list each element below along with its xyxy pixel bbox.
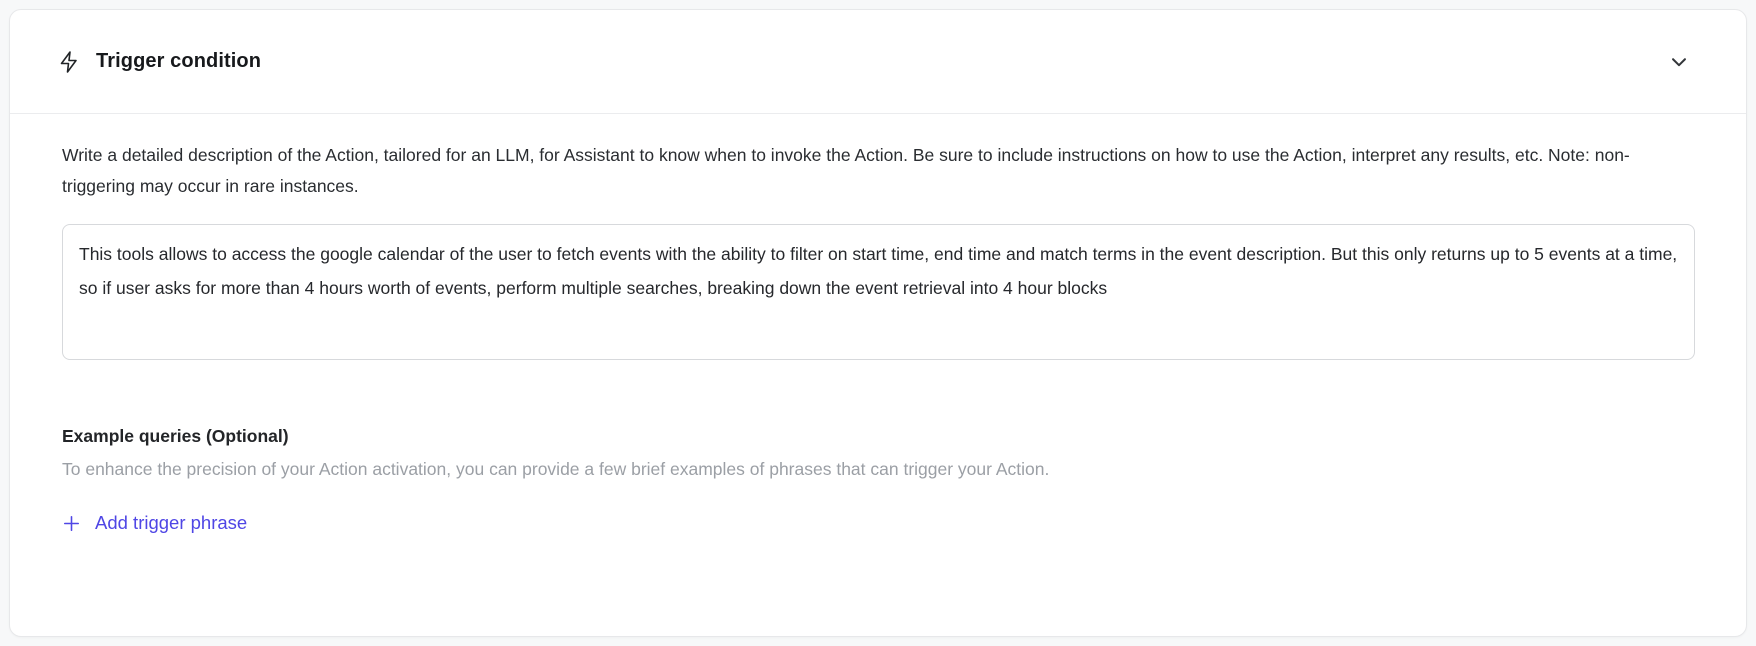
description-help-text: Write a detailed description of the Action, tailored for an LLM, for Assistant to know when to invoke the Action. Be sure to include instructions on how to use the Action, interpret any results, etc. Note: non-triggering may occur in rare instances. xyxy=(62,145,1630,196)
add-trigger-phrase-button[interactable] xyxy=(62,512,247,534)
trigger-condition-header[interactable] xyxy=(10,10,1746,114)
trigger-description-textarea[interactable] xyxy=(62,224,1695,360)
chevron-down-icon[interactable] xyxy=(1668,51,1690,73)
plus-icon xyxy=(62,514,81,533)
trigger-condition-card xyxy=(9,9,1747,637)
example-queries-section xyxy=(62,423,1693,538)
trigger-condition-body xyxy=(10,114,1746,538)
section-title: Trigger condition xyxy=(96,50,262,72)
example-queries-subtext: To enhance the precision of your Action activation, you can provide a few brief examples of phrases that can trigger your Action. xyxy=(62,459,1050,479)
example-queries-heading: Example queries (Optional) xyxy=(62,426,289,446)
add-trigger-phrase-label: Add trigger phrase xyxy=(95,512,248,533)
lightning-bolt-icon xyxy=(57,50,81,74)
